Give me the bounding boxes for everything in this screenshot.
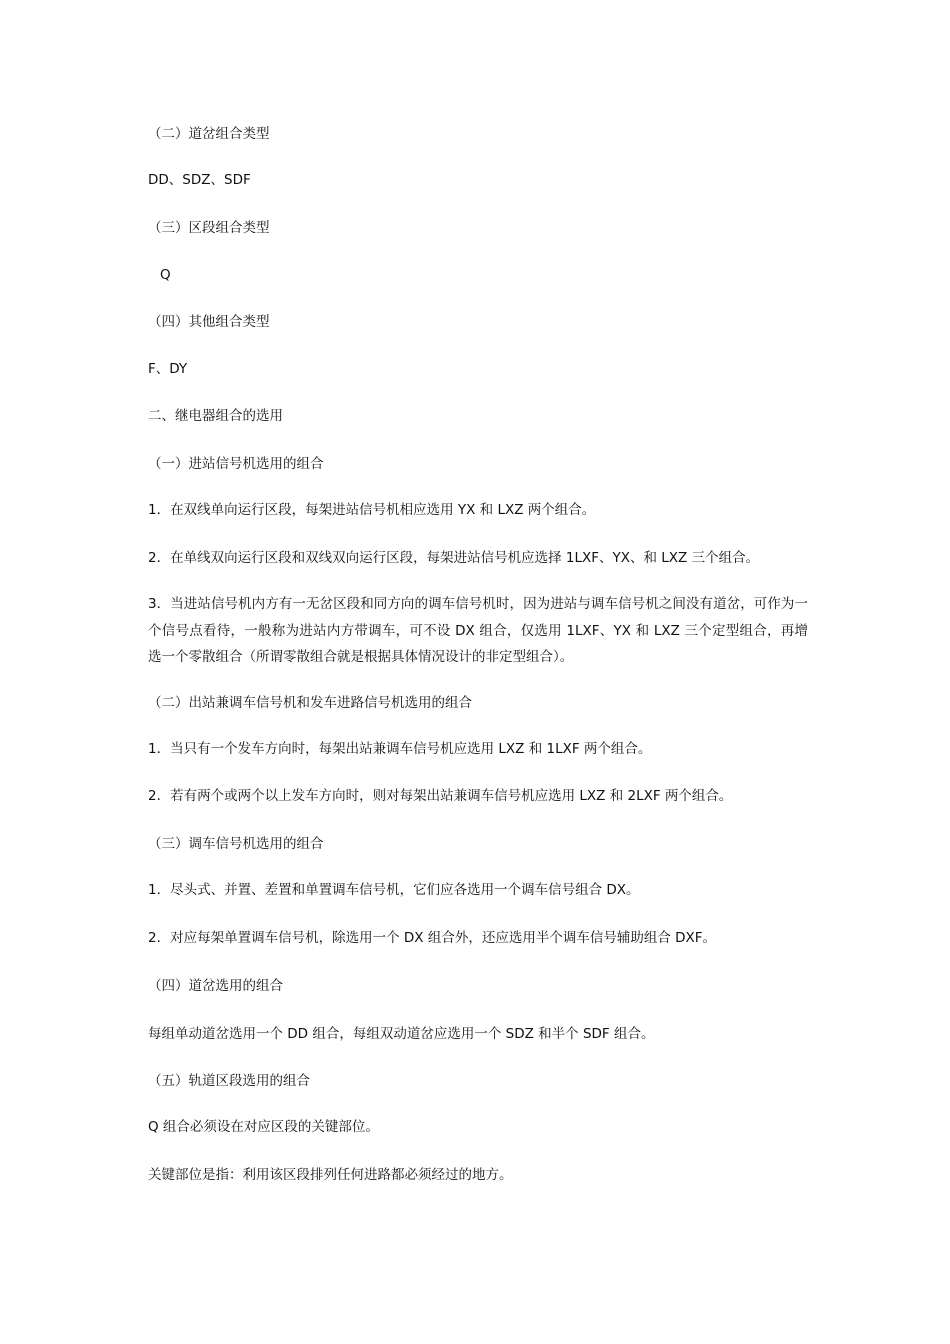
heading-section-group-types: （三）区段组合类型 xyxy=(148,220,270,236)
heading-switch-group-types: （二）道岔组合类型 xyxy=(148,126,270,142)
heading-shunting-signal-groups: （三）调车信号机选用的组合 xyxy=(148,836,324,852)
heading-switch-selection: （四）道岔选用的组合 xyxy=(148,978,283,994)
paragraph-home-signal-item-1: 1．在双线单向运行区段，每架进站信号机相应选用 YX 和 LXZ 两个组合。 xyxy=(148,502,596,518)
paragraph-home-signal-item-3: 3．当进站信号机内方有一无岔区段和同方向的调车信号机时，因为进站与调车信号机之间没有道岔，可作为一个信号点看待，一般称为进站内方带调车，可不设 DX 组合，仅选用 1LXF、YX 和 LXZ 三个定型组合，再增选一个零散组合（所谓零散组合就是根据具体情况设计的非定型组合）。 xyxy=(148,596,808,665)
paragraph-other-group-list: F、DY xyxy=(148,361,188,377)
paragraph-starting-signal-item-1: 1．当只有一个发车方向时，每架出站兼调车信号机应选用 LXZ 和 1LXF 两个组合。 xyxy=(148,741,652,757)
heading-other-group-types: （四）其他组合类型 xyxy=(148,314,270,330)
paragraph-shunting-signal-item-1: 1．尽头式、并置、差置和单置调车信号机，它们应各选用一个调车信号组合 DX。 xyxy=(148,882,640,898)
paragraph-section-group-list: Q xyxy=(160,267,171,283)
paragraph-track-section-item-2: 关键部位是指：利用该区段排列任何进路都必须经过的地方。 xyxy=(148,1167,513,1183)
paragraph-track-section-item-1: Q 组合必须设在对应区段的关键部位。 xyxy=(148,1119,379,1135)
paragraph-shunting-signal-item-2: 2．对应每架单置调车信号机，除选用一个 DX 组合外，还应选用半个调车信号辅助组合 DXF。 xyxy=(148,930,717,946)
heading-relay-group-selection: 二、继电器组合的选用 xyxy=(148,408,283,424)
heading-starting-signal-groups: （二）出站兼调车信号机和发车进路信号机选用的组合 xyxy=(148,695,472,711)
paragraph-switch-selection: 每组单动道岔选用一个 DD 组合，每组双动道岔应选用一个 SDZ 和半个 SDF 组合。 xyxy=(148,1026,655,1042)
heading-home-signal-groups: （一）进站信号机选用的组合 xyxy=(148,456,324,472)
heading-track-section-selection: （五）轨道区段选用的组合 xyxy=(148,1073,310,1089)
paragraph-home-signal-item-2: 2．在单线双向运行区段和双线双向运行区段，每架进站信号机应选择 1LXF、YX、和 LXZ 三个组合。 xyxy=(148,550,760,566)
paragraph-starting-signal-item-2: 2．若有两个或两个以上发车方向时，则对每架出站兼调车信号机应选用 LXZ 和 2LXF 两个组合。 xyxy=(148,788,733,804)
paragraph-switch-group-list: DD、SDZ、SDF xyxy=(148,172,251,188)
